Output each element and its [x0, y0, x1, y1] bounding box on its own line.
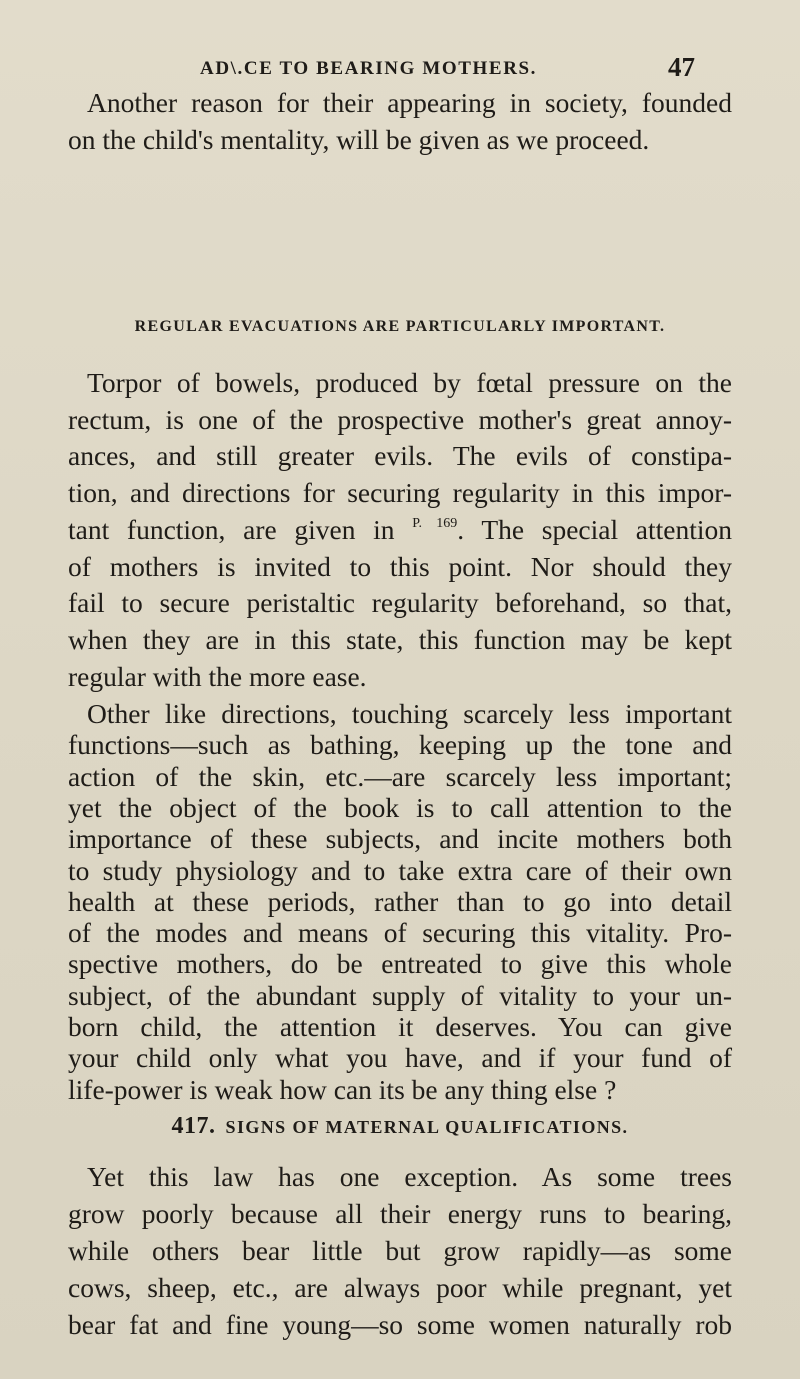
text-line: of mothers is invited to this point. Nor should they — [68, 550, 732, 582]
text-line: to study physiology and to take extra care of their own — [68, 854, 732, 886]
text-line: action of the skin, etc.—are scarcely less important; — [68, 760, 732, 792]
running-head: AD\.CE TO BEARING MOTHERS. — [200, 58, 538, 79]
section-title: SIGNS OF MATERNAL QUALIFICATIONS. — [225, 1117, 629, 1137]
text-line: functions—such as bathing, keeping up the tone and — [68, 729, 732, 761]
text-line: Another reason for their appearing in society, founded — [87, 87, 732, 118]
text-line: life-power is weak how can its be any thing else ? — [68, 1073, 617, 1105]
text-line: yet the object of the book is to call attention to the — [68, 791, 732, 823]
text-line: fail to secure peristaltic regularity beforehand, so that, — [68, 587, 732, 619]
text-line: of the modes and means of securing this vitality. Pro- — [68, 917, 732, 949]
text-line: tant function, are given in — [68, 513, 395, 545]
text-line: Torpor of bowels, produced by fœtal pressure on the — [87, 367, 732, 398]
text-line: rectum, is one of the prospective mother's great annoy- — [68, 403, 732, 435]
section-heading — [0, 1113, 800, 1140]
text-line: bear fat and fine young—so some women naturally rob — [68, 1309, 732, 1340]
text-line-continuation: . The special attention — [457, 513, 733, 545]
text-line: health at these periods, rather than to go into detail — [68, 885, 732, 917]
page-reference: P. 169 — [412, 515, 458, 531]
text-line: Yet this law has one exception. As some trees — [87, 1161, 732, 1192]
text-line-with-reference — [68, 513, 732, 547]
text-line: when they are in this state, this function may be kept — [68, 623, 732, 655]
text-line: grow poorly because all their energy runs to bearing, — [68, 1198, 732, 1229]
text-line: cows, sheep, etc., are always poor while pregnant, yet — [68, 1272, 732, 1303]
text-line: your child only what you have, and if your fund of — [68, 1042, 732, 1074]
page-number: 47 — [668, 52, 695, 82]
text-line: regular with the more ease. — [68, 660, 367, 692]
text-line: on the child's mentality, will be given as we proceed. — [68, 124, 650, 155]
text-line: born child, the attention it deserves. You can give — [68, 1011, 732, 1042]
text-line: Other like directions, touching scarcely less important — [87, 698, 732, 729]
section-heading: REGULAR EVACUATIONS ARE PARTICULARLY IMPORTANT. — [134, 318, 666, 335]
text-line: while others bear little but grow rapidly—as some — [68, 1235, 732, 1266]
text-line: spective mothers, do be entreated to give this whole — [68, 948, 732, 980]
text-line: subject, of the abundant supply of vitality to your un- — [68, 979, 732, 1011]
section-number: 417. — [171, 1113, 216, 1139]
text-line: importance of these subjects, and incite mothers both — [68, 823, 732, 855]
text-line: tion, and directions for securing regularity in this impor- — [68, 477, 732, 509]
text-line: ances, and still greater evils. The evils of constipa- — [68, 440, 732, 472]
